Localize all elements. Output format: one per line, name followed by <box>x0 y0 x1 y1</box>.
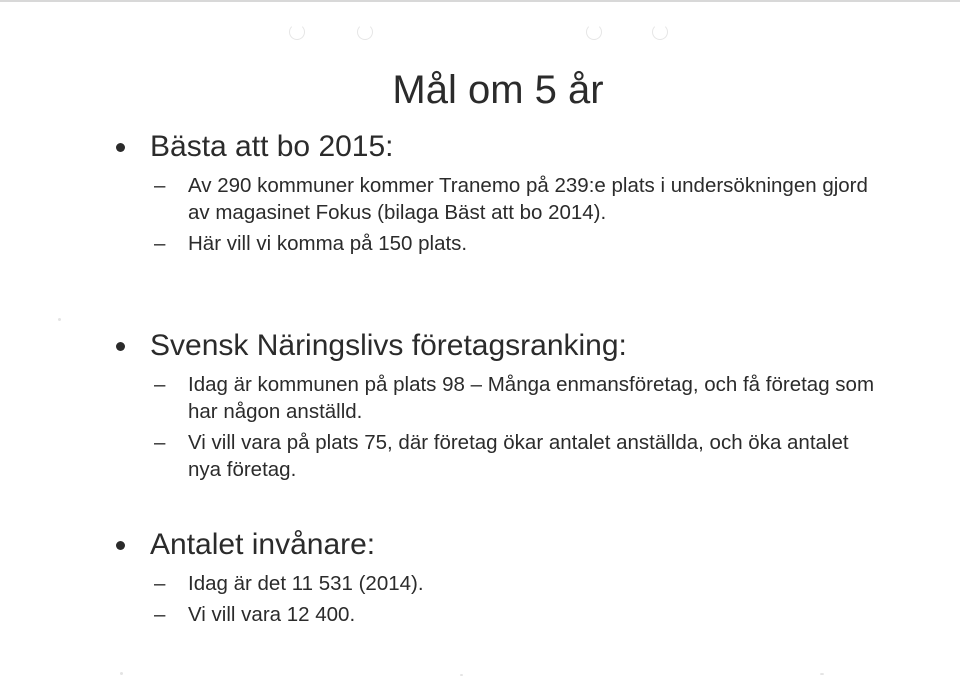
list-item-text: Av 290 kommuner kommer Tranemo på 239:e plats i undersökningen gjord av magasinet Fokus (bilaga Bäst att bo 2014). <box>188 174 868 224</box>
scan-speck <box>120 672 123 675</box>
list-item-text: Vi vill vara 12 400. <box>188 603 356 626</box>
punch-hole-3 <box>586 24 602 40</box>
section-heading <box>116 128 876 166</box>
dash-icon: – <box>154 174 166 197</box>
dash-icon: – <box>154 373 166 396</box>
list-item <box>154 230 876 257</box>
dash-icon: – <box>154 232 166 255</box>
bullet-dot-icon <box>116 143 125 152</box>
scan-speck <box>820 673 824 675</box>
section-antalet-invanare <box>116 526 876 632</box>
list-item <box>154 172 876 226</box>
scan-speck <box>58 318 61 321</box>
scan-edge-line <box>0 0 960 2</box>
bullet-dot-icon <box>116 541 125 550</box>
bullet-dot-icon <box>116 342 125 351</box>
section-svensk-naringsliv <box>116 327 876 487</box>
section-heading <box>116 526 876 564</box>
sub-list <box>116 371 876 483</box>
list-item-text: Idag är det 11 531 (2014). <box>188 572 424 595</box>
punch-hole-4 <box>652 24 668 40</box>
punch-hole-2 <box>357 24 373 40</box>
dash-icon: – <box>154 572 166 595</box>
sub-list <box>116 570 876 628</box>
list-item <box>154 371 876 425</box>
section-heading-text: Bästa att bo 2015: <box>150 130 394 163</box>
list-item-text: Vi vill vara på plats 75, där företag ökar antalet anställda, och öka antalet nya företag. <box>188 431 849 481</box>
list-item-text: Här vill vi komma på 150 plats. <box>188 232 468 255</box>
page-title: Mål om 5 år <box>392 68 604 112</box>
list-item-text: Idag är kommunen på plats 98 – Många enmansföretag, och få företag som har någon anställd. <box>188 373 875 423</box>
punch-hole-1 <box>289 24 305 40</box>
list-item <box>154 570 876 597</box>
list-item <box>154 429 876 483</box>
section-basta-att-bo <box>116 128 876 261</box>
list-item <box>154 601 876 628</box>
sub-list <box>116 172 876 257</box>
scan-speck <box>460 674 463 676</box>
dash-icon: – <box>154 431 166 454</box>
dash-icon: – <box>154 603 166 626</box>
section-heading <box>116 327 876 365</box>
section-heading-text: Antalet invånare: <box>150 528 376 561</box>
section-heading-text: Svensk Näringslivs företagsranking: <box>150 329 627 362</box>
